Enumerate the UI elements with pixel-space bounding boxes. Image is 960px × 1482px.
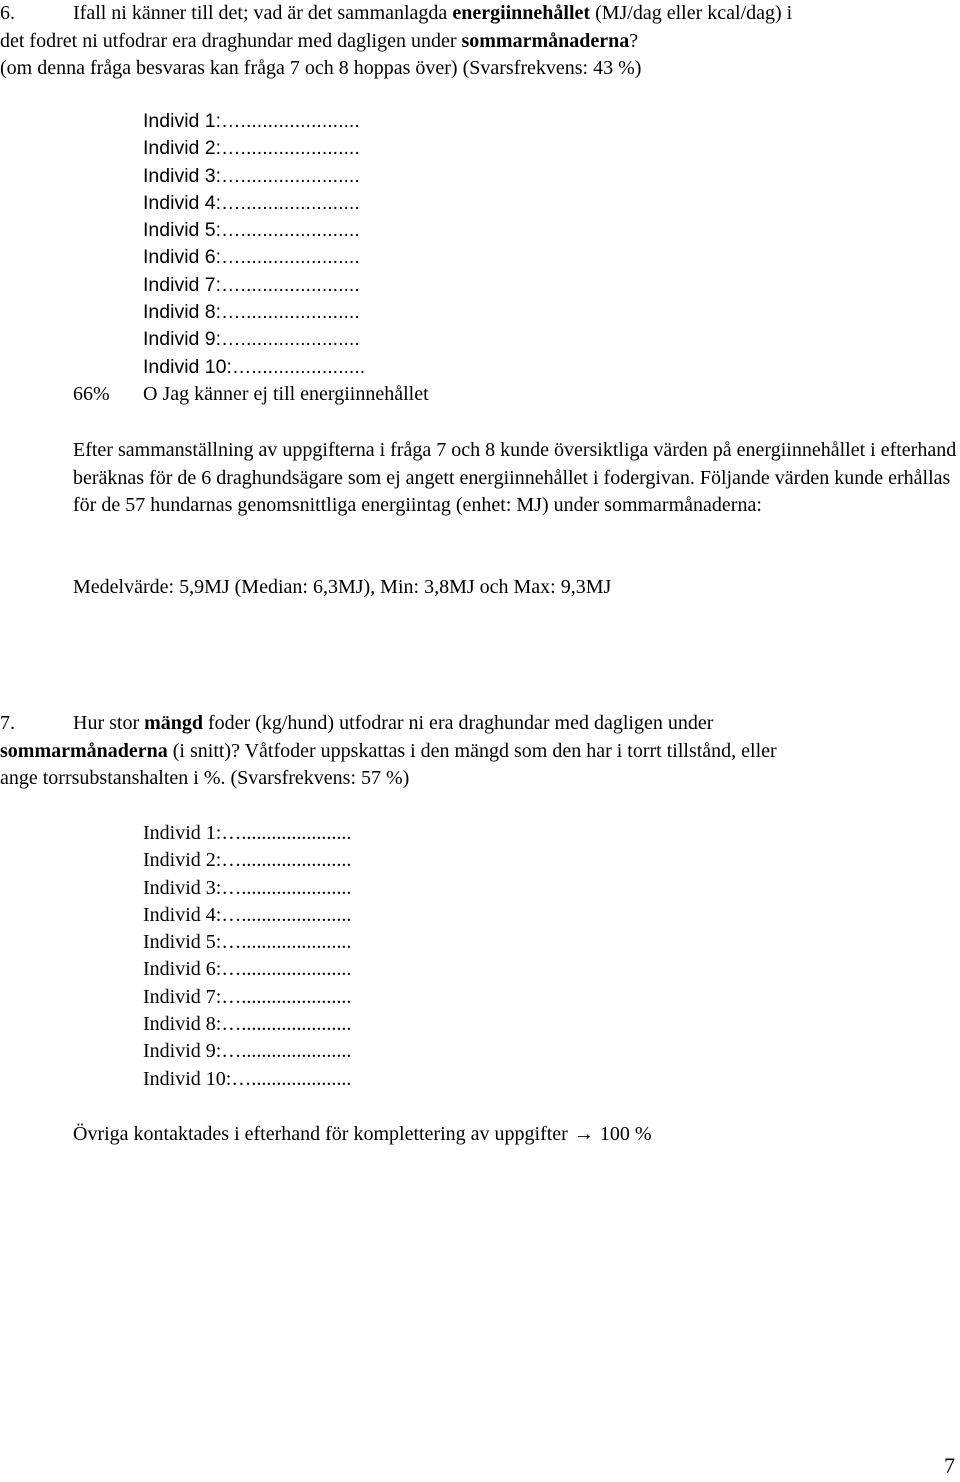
list-item: Individ 3:…...................... [143,164,360,187]
question-text-cont: det fodret ni utfodrar era draghundar med dagligen under sommarmånaderna? [0,29,639,52]
list-item: Individ 7:…...................... [143,273,360,296]
question-text: Hur stor mängd foder (kg/hund) utfodrar ni era draghundar med dagligen under [73,712,714,734]
list-item: Individ 4:…...................... [143,903,352,926]
list-item: Individ 10:…..................... [143,355,366,378]
summary-values: Medelvärde: 5,9MJ (Median: 6,3MJ), Min: 3,8MJ och Max: 9,3MJ [73,576,612,598]
list-item: Individ 1:…...................... [143,822,352,844]
list-item: Individ 9:…...................... [143,1040,352,1063]
question-6 [0,0,960,83]
page-number: 7 [944,1453,955,1478]
question-number: 7. [0,712,15,734]
list-item: Individ 8:…...................... [143,1013,352,1036]
list-item: Individ 5:…...................... [143,219,360,242]
arrow-right-icon: → [573,1123,594,1145]
followup-percent: 100 % [599,1123,652,1145]
option-label: O Jag känner ej till energiinnehållet [143,383,429,405]
list-item: Individ 5:…...................... [143,931,352,954]
list-item: Individ 2:…...................... [143,137,360,160]
question-note: ange torrsubstanshalten i %. (Svarsfrekvens: 57 %) [0,767,410,789]
followup-text: Övriga kontaktades i efterhand för komplettering av uppgifter [73,1123,568,1145]
question-number: 6. [0,2,15,24]
option-percent: 66% [73,383,110,405]
list-item: Individ 4:…...................... [143,191,360,214]
question-note: (om denna fråga besvaras kan fråga 7 och 8 hoppas över) (Svarsfrekvens: 43 %) [0,57,642,79]
list-item: Individ 3:…...................... [143,876,352,899]
list-item: Individ 1:…...................... [143,110,360,132]
list-item: Individ 7:…...................... [143,985,352,1008]
individual-list-q6 [143,108,365,381]
list-item: Individ 2:…...................... [143,849,352,872]
list-item: Individ 8:…...................... [143,301,360,324]
list-item: Individ 9:…...................... [143,328,360,351]
list-item: Individ 6:…...................... [143,958,352,981]
list-item: Individ 6:…...................... [143,246,360,269]
question-text: Ifall ni känner till det; vad är det sammanlagda energiinnehållet (MJ/dag eller kcal/dag) i [73,2,793,24]
followup-note [73,1121,958,1149]
question-text-cont: sommarmånaderna (i snitt)? Våtfoder uppskattas i den mängd som den har i torrt tillstånd, eller [0,739,777,762]
individual-list-q7 [143,820,351,1093]
summary-paragraph: Efter sammanställning av uppgifterna i fråga 7 och 8 kunde översiktliga värden på energiinnehållet i efterhand beräknas för de 6 draghundsägare som ej angett energiinnehållet i fodergivan. Följande värden kunde erhållas för de 57 hundarnas genomsnittliga energiintag (enhet: MJ) under sommarmånaderna: [73,439,957,516]
question-7 [0,710,960,793]
answer-option [73,381,429,409]
list-item: Individ 10:….................... [143,1067,352,1090]
